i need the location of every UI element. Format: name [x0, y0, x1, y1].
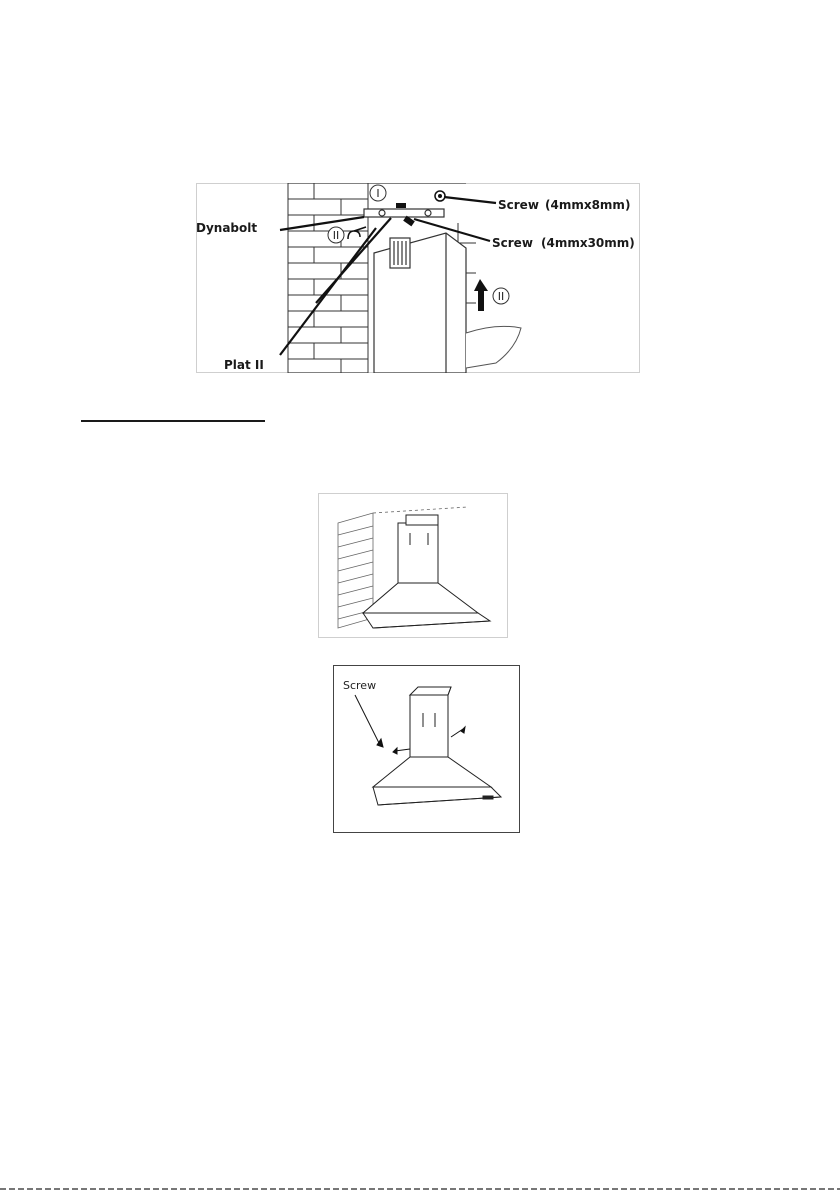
- screw-large-label: Screw: [492, 236, 533, 250]
- page-bottom-rule: [0, 1188, 840, 1190]
- screw-small-label: Screw: [498, 198, 539, 212]
- dynabolt-label: Dynabolt: [196, 221, 258, 235]
- marker-one-icon: [370, 185, 386, 201]
- marker-two-icon: [328, 227, 344, 243]
- svg-text:II: II: [497, 290, 505, 303]
- screw-large-size: (4mmx30mm): [541, 236, 635, 250]
- hood-wall-diagram: [318, 493, 508, 638]
- chimney-body: [374, 233, 466, 373]
- svg-text:I: I: [376, 187, 380, 200]
- section-heading-underline: [81, 420, 265, 422]
- screw-small-size: (4mmx8mm): [545, 198, 631, 212]
- bracket: [364, 209, 444, 217]
- bracket-mounting-diagram: [196, 183, 640, 373]
- svg-text:II: II: [332, 229, 340, 242]
- hood-screw-diagram: [333, 665, 520, 833]
- plat-label: Plat II: [224, 358, 264, 372]
- screw-label: Screw: [343, 679, 377, 692]
